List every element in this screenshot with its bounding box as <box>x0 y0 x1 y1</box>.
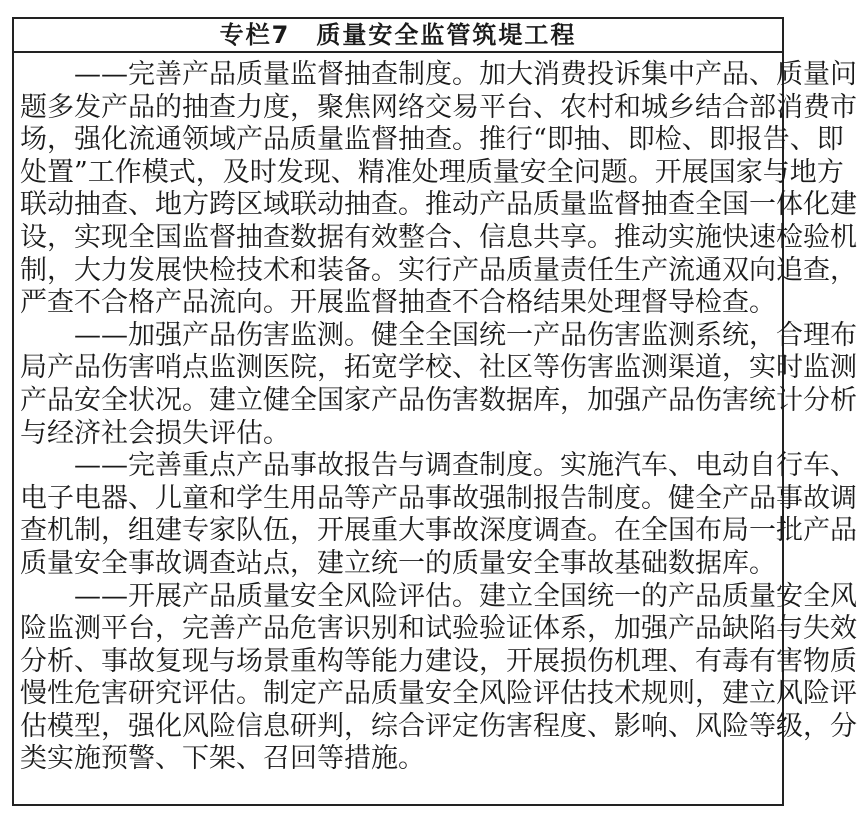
column-title: 专栏7 质量安全监管筑堤工程 <box>14 19 782 53</box>
text-line: 类实施预警、下架、召回等措施。 <box>20 743 425 775</box>
text-line: 险监测平台，完善产品危害识别和试验验证体系，加强产品缺陷与失效 <box>20 613 857 645</box>
column-box <box>12 17 857 806</box>
text-line: 查机制，组建专家队伍，开展重大事故深度调查。在全国布局一批产品 <box>20 515 857 547</box>
text-line: 估模型，强化风险信息研判，综合评定伤害程度、影响、风险等级，分 <box>20 710 857 742</box>
text-line: 产品安全状况。建立健全国家产品伤害数据库，加强产品伤害统计分析 <box>20 384 857 416</box>
paragraph <box>20 59 857 320</box>
text-line: 题多发产品的抽查力度，聚焦网络交易平台、农村和城乡结合部消费市 <box>20 91 857 123</box>
text-line: 局产品伤害哨点监测医院，拓宽学校、社区等伤害监测渠道，实时监测 <box>20 352 857 384</box>
text-line: 慢性危害研究评估。制定产品质量安全风险评估技术规则，建立风险评 <box>20 678 857 710</box>
paragraph <box>20 319 857 450</box>
paragraph <box>20 580 857 777</box>
text-line: 质量安全事故调查站点，建立统一的质量安全事故基础数据库。 <box>20 547 776 579</box>
text-line: 分析、事故复现与场景重构等能力建设，开展损伤机理、有毒有害物质 <box>20 645 857 677</box>
text-line: 制，大力发展快检技术和装备。实行产品质量责任生产流通双向追查， <box>20 254 857 286</box>
text-line: 场，强化流通领域产品质量监督抽查。推行“即抽、即检、即报告、即 <box>20 124 844 156</box>
text-line: 处置”工作模式，及时发现、精准处理质量安全问题。开展国家与地方 <box>20 156 844 188</box>
text-line: 电子电器、儿童和学生用品等产品事故强制报告制度。健全产品事故调 <box>20 482 857 514</box>
text-line: ——完善重点产品事故报告与调查制度。实施汽车、电动自行车、 <box>74 450 857 482</box>
text-line: 与经济社会损失评估。 <box>20 417 290 449</box>
paragraph <box>20 450 857 580</box>
text-line: 联动抽查、地方跨区域联动抽查。推动产品质量监督抽查全国一体化建 <box>20 189 857 221</box>
text-line: ——加强产品伤害监测。健全全国统一产品伤害监测系统，合理布 <box>74 319 857 351</box>
column-body <box>14 53 857 776</box>
text-line: ——开展产品质量安全风险评估。建立全国统一的产品质量安全风 <box>74 580 857 612</box>
text-line: 设，实现全国监督抽查数据有效整合、信息共享。推动实施快速检验机 <box>20 221 857 253</box>
text-line: 严查不合格产品流向。开展监督抽查不合格结果处理督导检查。 <box>20 287 776 319</box>
text-line: ——完善产品质量监督抽查制度。加大消费投诉集中产品、质量问 <box>74 59 857 90</box>
